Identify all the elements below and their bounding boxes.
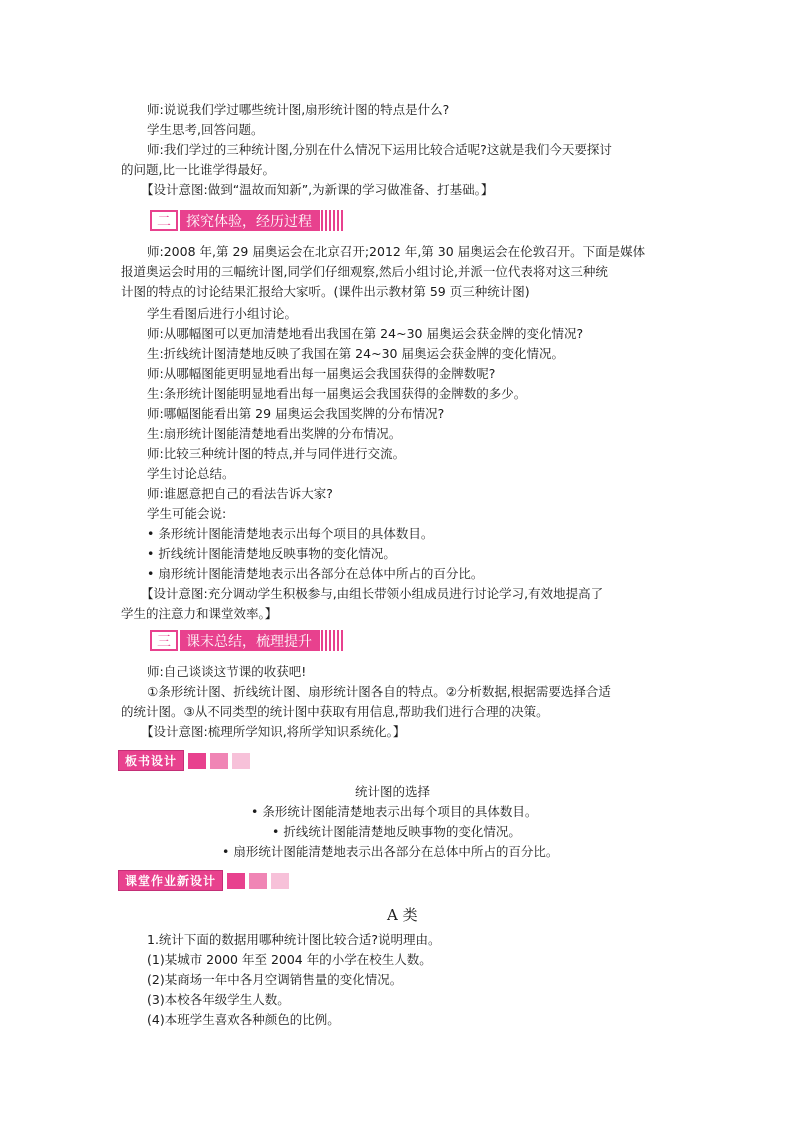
- pink-square-dark: [227, 873, 245, 889]
- homework-label: 课堂作业新设计: [118, 870, 223, 891]
- pink-square-light: [232, 753, 250, 769]
- intro-line-1: 师:说说我们学过哪些统计图,扇形统计图的特点是什么?: [147, 102, 450, 117]
- pink-square-dark: [188, 753, 206, 769]
- section-3-stripes: [321, 630, 343, 651]
- section-3-header: [150, 630, 343, 651]
- section-2-header: [150, 210, 343, 231]
- board-bullet-1: • 条形统计图能清楚地表示出每个项目的具体数目。: [251, 804, 538, 819]
- s2-para-1a: 师:2008 年,第 29 届奥运会在北京召开;2012 年,第 30 届奥运会在伦敦召开。下面是媒体: [147, 244, 646, 259]
- intro-line-3b: 的问题,比一比谁学得最好。: [121, 162, 275, 177]
- s2-para-1c: 计图的特点的讨论结果汇报给大家听。(课件出示教材第 59 页三种统计图): [121, 284, 530, 299]
- s2-line-7: 师:哪幅图能看出第 29 届奥运会我国奖牌的分布情况?: [147, 406, 445, 421]
- section-3-number: 三: [150, 630, 178, 651]
- pink-square-light: [271, 873, 289, 889]
- s2-line-5: 师:从哪幅图能更明显地看出每一届奥运会我国获得的金牌数呢?: [147, 366, 496, 381]
- board-bullet-2: • 折线统计图能清楚地反映事物的变化情况。: [272, 824, 521, 839]
- section-2-number: 二: [150, 210, 178, 231]
- s2-line-10: 学生讨论总结。: [147, 466, 235, 481]
- homework-item-1: (1)某城市 2000 年至 2004 年的小学在校生人数。: [147, 952, 432, 967]
- homework-item-2: (2)某商场一年中各月空调销售量的变化情况。: [147, 972, 403, 987]
- homework-question-1: 1.统计下面的数据用哪种统计图比较合适?说明理由。: [147, 932, 441, 947]
- homework-item-4: (4)本班学生喜欢各种颜色的比例。: [147, 1012, 340, 1027]
- s2-bullet-2: • 折线统计图能清楚地反映事物的变化情况。: [147, 546, 396, 561]
- s3-line-1: 师:自己谈谈这节课的收获吧!: [147, 664, 307, 679]
- s2-line-11: 师:谁愿意把自己的看法告诉大家?: [147, 486, 333, 501]
- s2-design-intent-1: 【设计意图:充分调动学生积极参与,由组长带领小组成员进行讨论学习,有效地提高了: [141, 586, 604, 601]
- s3-line-2a: ①条形统计图、折线统计图、扇形统计图各自的特点。②分析数据,根据需要选择合适: [147, 684, 611, 699]
- s2-line-6: 生:条形统计图能明显地看出每一届奥运会我国获得的金牌数的多少。: [147, 386, 527, 401]
- section-2-stripes: [321, 210, 343, 231]
- s2-para-1b: 报道奥运会时用的三幅统计图,同学们仔细观察,然后小组讨论,并派一位代表将对这三种统: [121, 264, 608, 279]
- pink-square-mid: [249, 873, 267, 889]
- homework-section-title: A 类: [387, 906, 418, 924]
- s2-line-12: 学生可能会说:: [147, 506, 227, 521]
- board-design-label-bar: [118, 751, 250, 770]
- intro-design-intent: 【设计意图:做到“温故而知新”,为新课的学习做准备、打基础。】: [141, 182, 494, 197]
- s2-line-9: 师:比较三种统计图的特点,并与同伴进行交流。: [147, 446, 406, 461]
- pink-square-mid: [210, 753, 228, 769]
- board-design-label: 板书设计: [118, 750, 184, 771]
- section-2-title: 探究体验，经历过程: [180, 210, 320, 231]
- board-bullet-3: • 扇形统计图能清楚地表示出各部分在总体中所占的百分比。: [222, 844, 559, 859]
- section-3-title: 课末总结，梳理提升: [180, 630, 320, 651]
- intro-line-3a: 师:我们学过的三种统计图,分别在什么情况下运用比较合适呢?这就是我们今天要探讨: [147, 142, 612, 157]
- s3-design-intent: 【设计意图:梳理所学知识,将所学知识系统化。】: [141, 724, 406, 739]
- s2-line-4: 生:折线统计图清楚地反映了我国在第 24~30 届奥运会获金牌的变化情况。: [147, 346, 564, 361]
- s2-bullet-1: • 条形统计图能清楚地表示出每个项目的具体数目。: [147, 526, 434, 541]
- s2-line-3: 师:从哪幅图可以更加清楚地看出我国在第 24~30 届奥运会获金牌的变化情况?: [147, 326, 584, 341]
- intro-line-2: 学生思考,回答问题。: [147, 122, 264, 137]
- homework-label-bar: [118, 871, 289, 890]
- s2-design-intent-2: 学生的注意力和课堂效率。】: [121, 606, 278, 621]
- s2-line-8: 生:扇形统计图能清楚地看出奖牌的分布情况。: [147, 426, 402, 441]
- s3-line-2b: 的统计图。③从不同类型的统计图中获取有用信息,帮助我们进行合理的决策。: [121, 704, 549, 719]
- s2-line-2: 学生看图后进行小组讨论。: [147, 306, 298, 321]
- board-title: 统计图的选择: [355, 784, 431, 799]
- homework-item-3: (3)本校各年级学生人数。: [147, 992, 290, 1007]
- s2-bullet-3: • 扇形统计图能清楚地表示出各部分在总体中所占的百分比。: [147, 566, 484, 581]
